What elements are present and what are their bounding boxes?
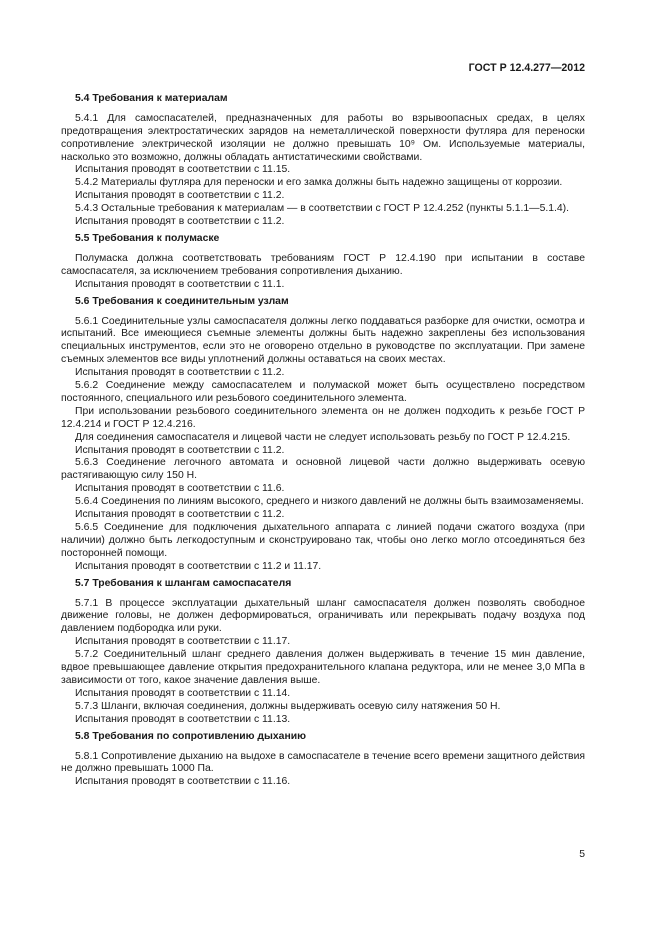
section-heading: 5.6 Требования к соединительным узлам: [75, 295, 289, 307]
paragraph: Испытания проводят в соответствии с 11.16.: [75, 776, 291, 788]
paragraph: Испытания проводят в соответствии с 11.2.: [75, 444, 285, 456]
paragraph: Испытания проводят в соответствии с 11.14.: [75, 687, 291, 699]
paragraph: 5.7.1 В процессе эксплуатации дыхательный шланг самоспасателя должен позволять свободное движение головы, не должен деформироваться, ограничивать или перекрывать подачу воздуха под давлением подбородка или руки.: [61, 597, 585, 635]
page-number: 5: [579, 849, 585, 860]
paragraph: 5.6.2 Соединение между самоспасателем и полумаской может быть осуществлено посредством постоянного, специального или резьбового соединительного элемента.: [61, 380, 585, 404]
paragraph: Испытания проводят в соответствии с 11.1.: [75, 278, 285, 290]
paragraph: Полумаска должна соответствовать требованиям ГОСТ Р 12.4.190 при испытании в составе самоспасателя, за исключением требования сопротивления дыханию.: [61, 252, 585, 277]
paragraph: Испытания проводят в соответствии с 11.2.: [75, 367, 285, 379]
paragraph: Испытания проводят в соответствии с 11.17.: [75, 636, 291, 648]
paragraph: 5.6.5 Соединение для подключения дыхательного аппарата с линией подачи сжатого воздуха (при наличии) должно быть легкодоступным и сконструировано так, чтобы оно легко могло отсоединяться без посторонней помощи.: [61, 522, 585, 559]
paragraph: 5.6.4 Соединения по линиям высокого, среднего и низкого давлений не должны быть взаимозаменяемы.: [75, 496, 584, 508]
section-heading: 5.5 Требования к полумаске: [75, 232, 220, 244]
paragraph: Для соединения самоспасателя и лицевой части не следует использовать резьбу по ГОСТ Р 12.4.215.: [75, 431, 571, 443]
document-body: [61, 93, 585, 789]
section-heading: 5.7 Требования к шлангам самоспасателя: [75, 577, 292, 589]
paragraph: 5.6.1 Соединительные узлы самоспасателя должны легко поддаваться разборке для очистки, осмотра и испытаний. Все имеющиеся съемные элементы должны быть надежно закреплены без использования специальных инструментов, если это не оговорено отдельно в руководстве по эксплуатации. При замене съемных элементов все виды уплотнений должны оставаться на своих местах.: [61, 315, 585, 366]
paragraph: 5.6.3 Соединение легочного автомата и основной лицевой части должно выдерживать осевую растягивающую силу 150 Н.: [61, 457, 585, 482]
paragraph: Испытания проводят в соответствии с 11.2 и 11.17.: [75, 560, 322, 572]
paragraph: 5.7.3 Шланги, включая соединения, должны выдерживать осевую силу натяжения 50 Н.: [75, 700, 501, 712]
paragraph: 5.4.1 Для самоспасателей, предназначенных для работы во взрывоопасных средах, в целях предотвращения электростатических зарядов на неметаллической поверхности футляра для переноски сопротивление электрической изоляции не должно превышать 10⁹ Ом. Используемые материалы, насколько это возможно, должны обладать антистатическими свойствами.: [61, 112, 585, 163]
document-header: ГОСТ Р 12.4.277—2012: [468, 62, 585, 74]
paragraph: 5.4.2 Материалы футляра для переноски и его замка должны быть надежно защищены от коррозии.: [75, 177, 563, 189]
paragraph: 5.4.3 Остальные требования к материалам — в соответствии с ГОСТ Р 12.4.252 (пункты 5.1.1—5.1.4).: [75, 203, 570, 215]
paragraph: Испытания проводят в соответствии с 11.2.: [75, 509, 285, 521]
section-heading: 5.8 Требования по сопротивлению дыханию: [75, 730, 306, 742]
paragraph: Испытания проводят в соответствии с 11.15.: [75, 164, 291, 176]
section-heading: 5.4 Требования к материалам: [75, 92, 228, 104]
paragraph: При использовании резьбового соединительного элемента он не должен подходить к резьбе ГОСТ Р 12.4.214 и ГОСТ Р 12.4.216.: [61, 405, 585, 430]
paragraph: 5.7.2 Соединительный шланг среднего давления должен выдерживать в течение 15 мин давление, вдвое превышающее давление открытия предохранительного клапана редуктора, или не менее 3,0 МПа в зависимости от того, какое значение давления выше.: [61, 649, 585, 686]
paragraph: Испытания проводят в соответствии с 11.13.: [75, 713, 291, 725]
paragraph: Испытания проводят в соответствии с 11.6.: [75, 483, 285, 495]
paragraph: Испытания проводят в соответствии с 11.2.: [75, 216, 285, 228]
paragraph: Испытания проводят в соответствии с 11.2.: [75, 190, 285, 202]
paragraph: 5.8.1 Сопротивление дыханию на выдохе в самоспасателе в течение всего времени защитного действия не должно превышать 1000 Па.: [61, 750, 585, 775]
